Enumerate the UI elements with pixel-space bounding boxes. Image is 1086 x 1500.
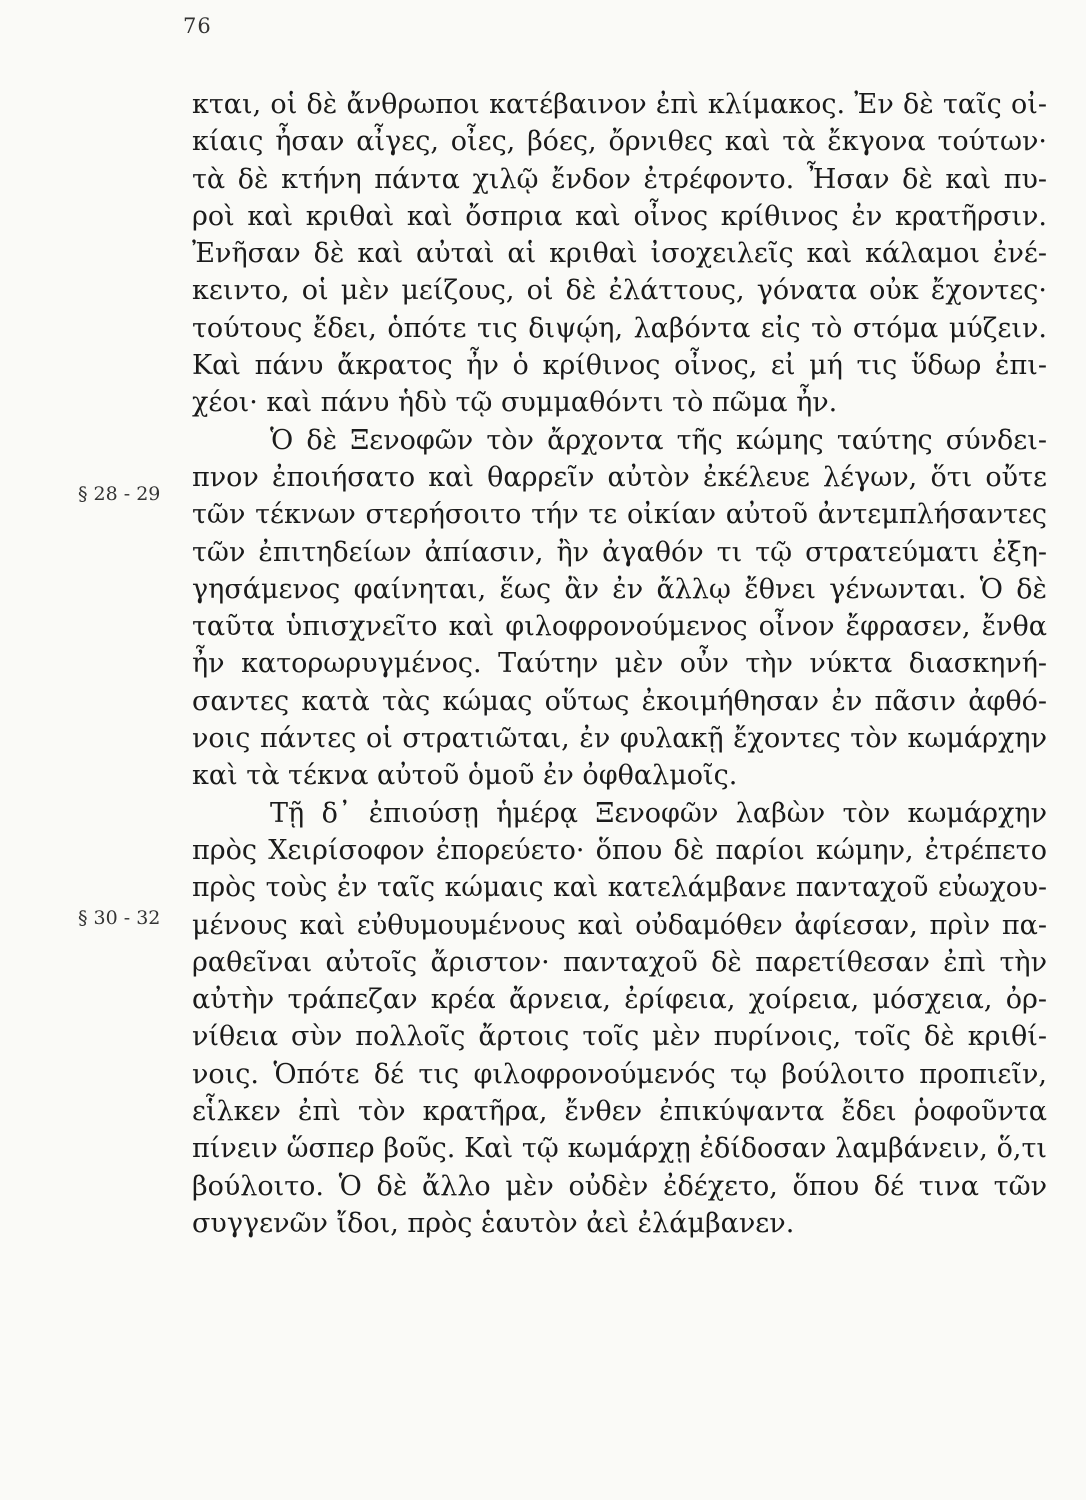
margin-mark-28-29: § 28 - 29 — [78, 483, 161, 505]
text-line: ταῦτα ὑπισχνεῖτο καὶ φιλοφρονούμενος οἶνον ἔφρασεν, ἔνθα — [192, 611, 1047, 643]
text-line: ροὶ καὶ κριθαὶ καὶ ὄσπρια καὶ οἶνος κρίθινος ἐν κρατῆρσιν. — [192, 200, 1047, 232]
text-line: συγγενῶν ἴδοι, πρὸς ἑαυτὸν ἀεὶ ἐλάμβανεν. — [192, 1207, 795, 1239]
text-line: σαντες κατὰ τὰς κώμας οὕτως ἐκοιμήθησαν ἐν πᾶσιν ἀφθό- — [192, 685, 1047, 717]
text-line: νοις πάντες οἱ στρατιῶται, ἐν φυλακῇ ἔχοντες τὸν κωμάρχην — [192, 723, 1047, 755]
text-line: ἦν κατορωρυγμένος. Ταύτην μὲν οὖν τὴν νύκτα διασκηνή- — [192, 648, 1047, 680]
text-line: τούτους ἔδει, ὁπότε τις διψῴη, λαβόντα εἰς τὸ στόμα μύζειν. — [192, 312, 1047, 344]
text-line: νίθεια σὺν πολλοῖς ἄρτοις τοῖς μὲν πυρίνοις, τοῖς δὲ κριθί- — [192, 1021, 1047, 1053]
margin-mark-30-32: § 30 - 32 — [78, 907, 161, 929]
text-line: τῶν ἐπιτηδείων ἀπίασιν, ἢν ἀγαθόν τι τῷ στρατεύματι ἐξη- — [192, 536, 1047, 568]
text-line: Ὁ δὲ Ξενοφῶν τὸν ἄρχοντα τῆς κώμης ταύτης σύνδει- — [270, 424, 1047, 456]
text-line: νοις. Ὁπότε δέ τις φιλοφρονούμενός τῳ βούλοιτο προπιεῖν, — [192, 1058, 1047, 1090]
text-line: πρὸς τοὺς ἐν ταῖς κώμαις καὶ κατελάμβανε πανταχοῦ εὐωχου- — [192, 872, 1047, 904]
text-line: πρὸς Χειρίσοφον ἐπορεύετο· ὅπου δὲ παρίοι κώμην, ἐτρέπετο — [192, 834, 1047, 866]
text-line: κίαις ἦσαν αἶγες, οἶες, βόες, ὄρνιθες καὶ τὰ ἔκγονα τούτων· — [192, 126, 1047, 158]
text-line: τῶν τέκνων στερήσοιτο τήν τε οἰκίαν αὐτοῦ ἀντεμπλήσαντες — [192, 499, 1047, 531]
text-line: βούλοιτο. Ὁ δὲ ἄλλο μὲν οὐδὲν ἐδέχετο, ὅπου δέ τινα τῶν — [192, 1170, 1047, 1202]
text-line: εἷλκεν ἐπὶ τὸν κρατῆρα, ἔνθεν ἐπικύψαντα ἔδει ῥοφοῦντα — [192, 1096, 1047, 1128]
text-line: καὶ τὰ τέκνα αὐτοῦ ὁμοῦ ἐν ὀφθαλμοῖς. — [192, 760, 738, 792]
text-line: αὐτὴν τράπεζαν κρέα ἄρνεια, ἐρίφεια, χοίρεια, μόσχεια, ὀρ- — [192, 984, 1047, 1016]
text-line: πνον ἐποιήσατο καὶ θαρρεῖν αὐτὸν ἐκέλευε λέγων, ὅτι οὔτε — [192, 461, 1047, 493]
text-line: τὰ δὲ κτήνη πάντα χιλῷ ἔνδον ἐτρέφοντο. Ἦσαν δὲ καὶ πυ- — [192, 163, 1047, 195]
text-line: Ἐνῆσαν δὲ καὶ αὐταὶ αἱ κριθαὶ ἰσοχειλεῖς καὶ κάλαμοι ἐνέ- — [192, 238, 1047, 270]
text-line: πίνειν ὥσπερ βοῦς. Καὶ τῷ κωμάρχῃ ἐδίδοσαν λαμβάνειν, ὅ,τι — [192, 1133, 1047, 1165]
text-line: κται, οἱ δὲ ἄνθρωποι κατέβαινον ἐπὶ κλίμακος. Ἐν δὲ ταῖς οἰ- — [192, 89, 1047, 120]
text-line: κειντο, οἱ μὲν μείζους, οἱ δὲ ἐλάττους, γόνατα οὐκ ἔχοντες· — [192, 275, 1047, 307]
text-line: ραθεῖναι αὐτοῖς ἄριστον· πανταχοῦ δὲ παρετίθεσαν ἐπὶ τὴν — [192, 946, 1047, 978]
page-number: 76 — [183, 14, 212, 38]
text-line: μένους καὶ εὐθυμουμένους καὶ οὐδαμόθεν ἀφίεσαν, πρὶν πα- — [192, 909, 1047, 941]
text-line: χέοι· καὶ πάνυ ἡδὺ τῷ συμμαθόντι τὸ πῶμα ἦν. — [192, 387, 838, 419]
body-text — [192, 86, 1047, 1242]
text-line: Τῇ δ᾽ ἐπιούσῃ ἡμέρᾳ Ξενοφῶν λαβὼν τὸν κωμάρχην — [270, 797, 1047, 829]
text-line: γησάμενος φαίνηται, ἕως ἂν ἐν ἄλλῳ ἔθνει γένωνται. Ὁ δὲ — [192, 573, 1047, 605]
text-line: Καὶ πάνυ ἄκρατος ἦν ὁ κρίθινος οἶνος, εἰ μή τις ὕδωρ ἐπι- — [192, 350, 1047, 382]
